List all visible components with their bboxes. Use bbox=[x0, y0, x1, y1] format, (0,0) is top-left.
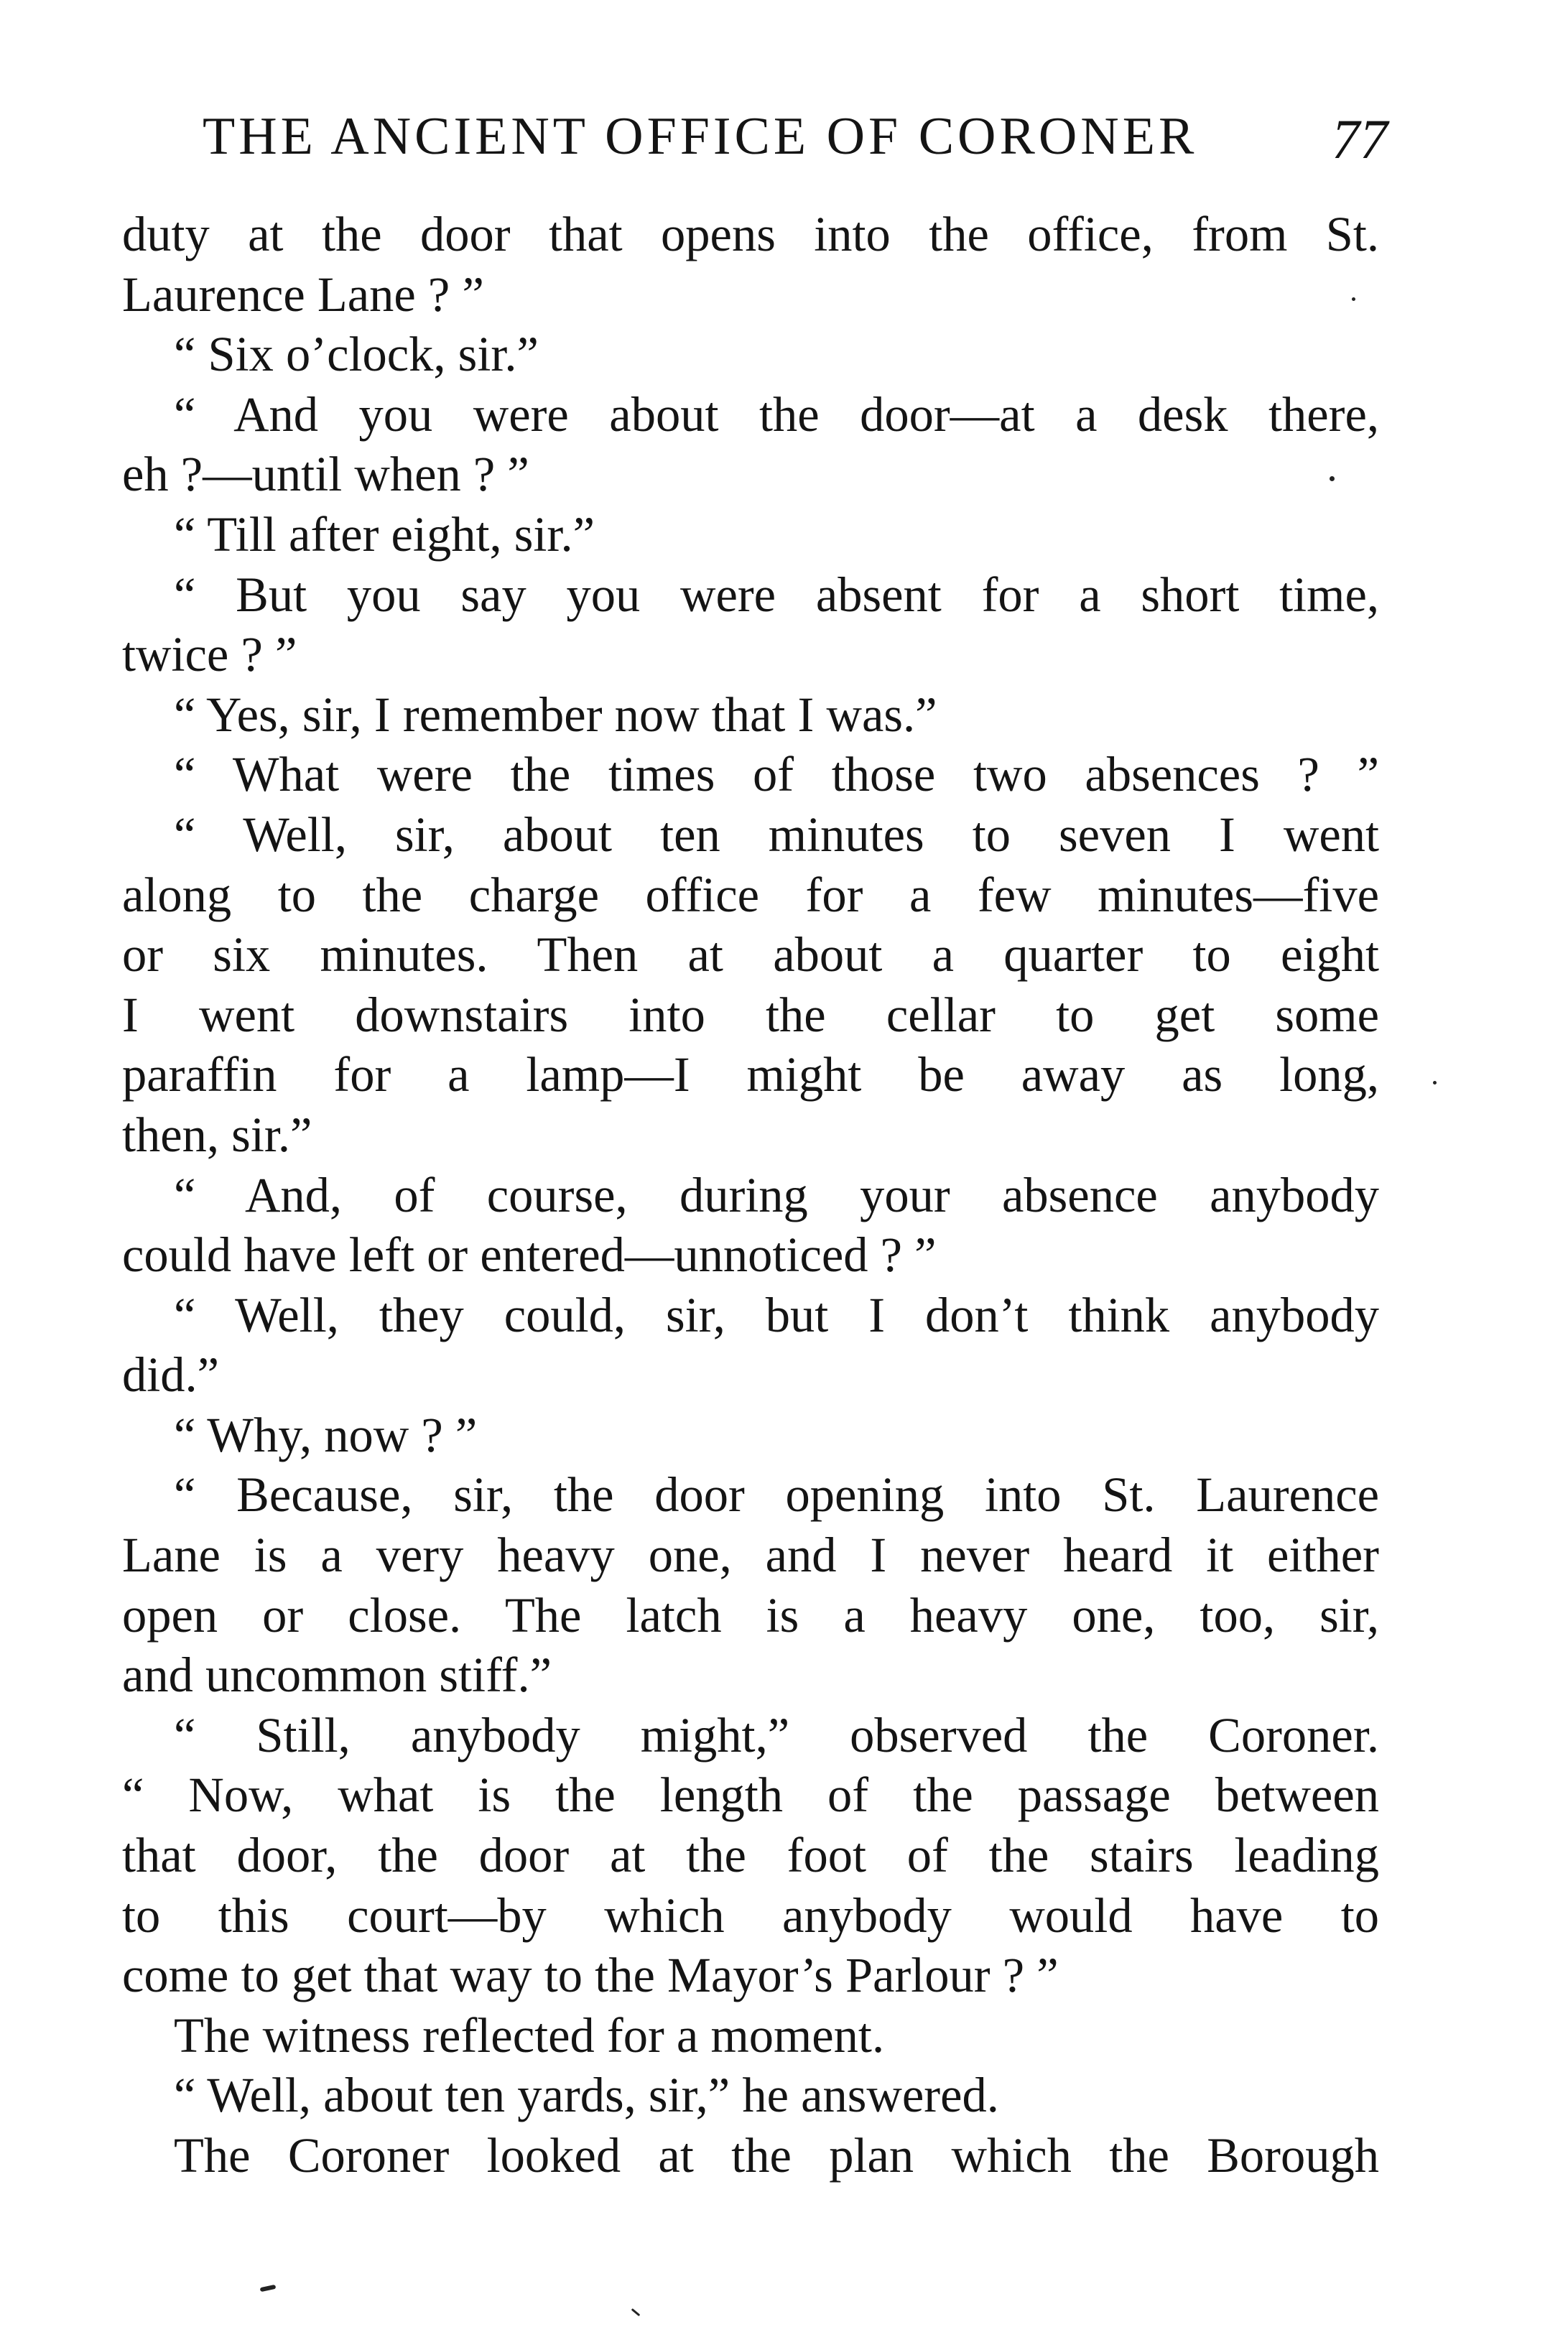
body-text bbox=[122, 205, 1379, 2186]
text-line: “ But you say you were absent for a short time, bbox=[174, 567, 1379, 622]
page-header bbox=[203, 104, 1388, 169]
text-line: “ Now, what is the length of the passage between bbox=[122, 1768, 1379, 1823]
text-line: “ Till after eight, sir.” bbox=[174, 506, 595, 562]
text-line: did.” bbox=[122, 1347, 220, 1403]
text-line: could have left or entered—unnoticed ? ” bbox=[122, 1227, 937, 1283]
text-line: “ Well, they could, sir, but I don’t think anybody bbox=[174, 1287, 1379, 1342]
text-line: “ Why, now ? ” bbox=[174, 1407, 478, 1462]
text-line: Lane is a very heavy one, and I never heard it either bbox=[122, 1528, 1379, 1583]
text-line: I went downstairs into the cellar to get some bbox=[122, 987, 1379, 1042]
text-line: “ Still, anybody might,” observed the Coroner. bbox=[174, 1707, 1379, 1762]
text-line: Laurence Lane ? ” bbox=[122, 266, 484, 322]
text-line: “ Six o’clock, sir.” bbox=[174, 327, 539, 382]
text-line: paraffin for a lamp—I might be away as long, bbox=[122, 1047, 1379, 1102]
ink-speck bbox=[631, 2308, 641, 2316]
running-title: THE ANCIENT OFFICE OF CORONER bbox=[203, 107, 1198, 166]
text-line: The witness reflected for a moment. bbox=[174, 2007, 885, 2063]
ink-speck bbox=[1433, 1081, 1437, 1085]
text-line: or six minutes. Then at about a quarter to eight bbox=[122, 927, 1379, 983]
text-line: open or close. The latch is a heavy one, too, sir, bbox=[122, 1587, 1379, 1643]
ink-speck bbox=[1330, 476, 1335, 481]
text-line: “ Because, sir, the door opening into St. Laurence bbox=[174, 1467, 1379, 1523]
text-line: “ Well, sir, about ten minutes to seven I went bbox=[174, 807, 1379, 862]
text-line: come to get that way to the Mayor’s Parlour ? ” bbox=[122, 1948, 1059, 2003]
text-line: The Coroner looked at the plan which the Borough bbox=[174, 2128, 1379, 2183]
text-line: that door, the door at the foot of the stairs leading bbox=[122, 1828, 1379, 1883]
text-line: and uncommon stiff.” bbox=[122, 1648, 552, 1703]
text-line: “ Well, about ten yards, sir,” he answered. bbox=[174, 2068, 999, 2123]
page-number: 77 bbox=[1332, 108, 1388, 170]
text-line: “ And, of course, during your absence anybody bbox=[174, 1167, 1379, 1222]
text-line: eh ?—until when ? ” bbox=[122, 447, 529, 502]
text-line: along to the charge office for a few minutes—five bbox=[122, 867, 1379, 922]
text-line: duty at the door that opens into the office, from St. bbox=[122, 207, 1379, 261]
text-line: twice ? ” bbox=[122, 627, 297, 682]
ink-speck bbox=[260, 2285, 277, 2292]
text-line: “ And you were about the door—at a desk there, bbox=[174, 386, 1379, 442]
text-line: “ What were the times of those two absences ? ” bbox=[174, 747, 1379, 802]
ink-speck bbox=[1352, 297, 1355, 301]
text-line: “ Yes, sir, I remember now that I was.” bbox=[174, 687, 937, 742]
text-line: to this court—by which anybody would have to bbox=[122, 1887, 1379, 1943]
text-line: then, sir.” bbox=[122, 1107, 312, 1162]
